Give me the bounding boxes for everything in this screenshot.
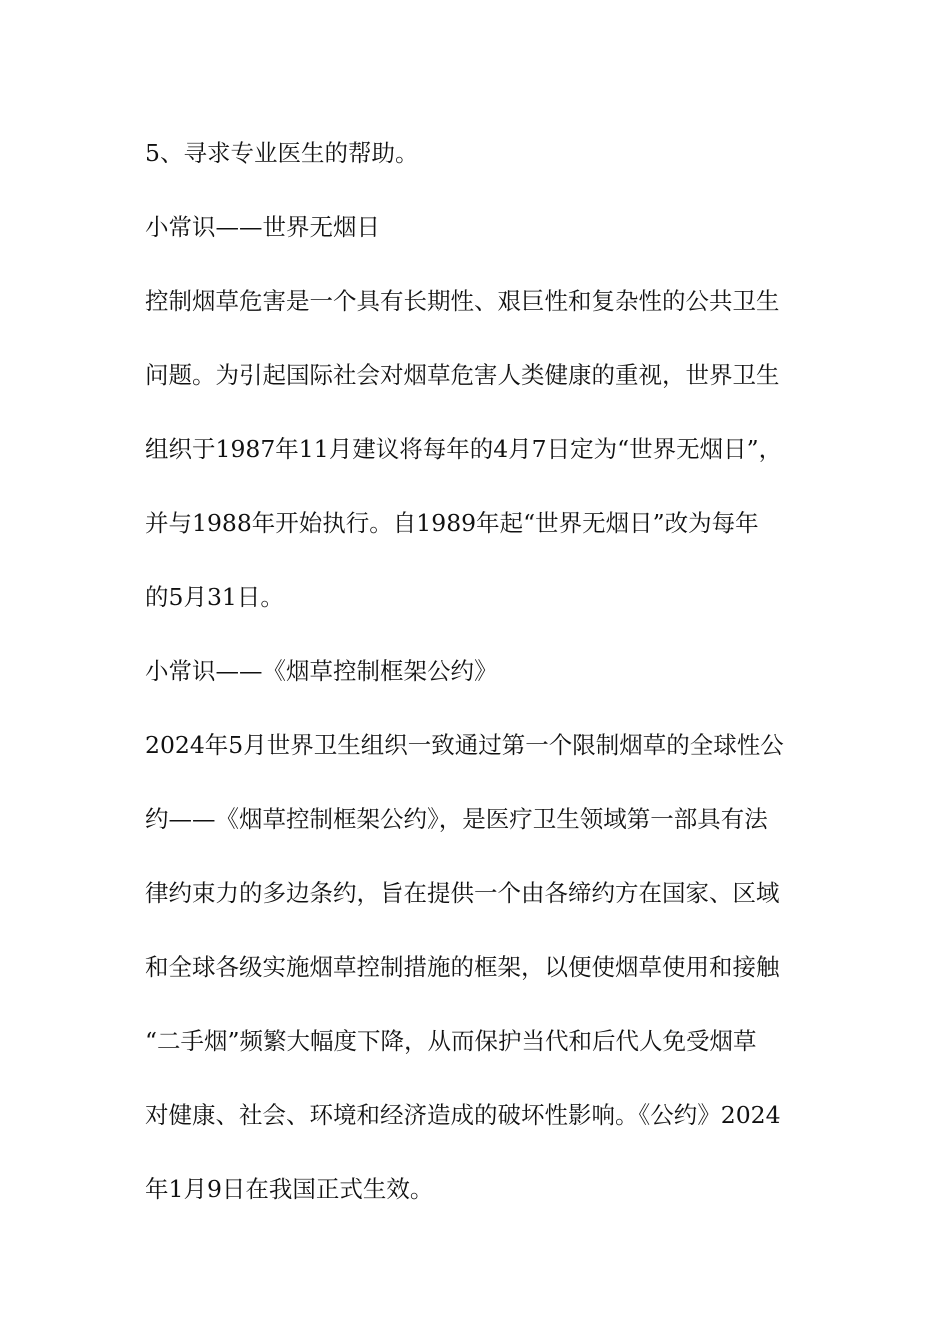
paragraph-line: 2024年5月世界卫生组织一致通过第一个限制烟草的全球性公 (145, 731, 784, 759)
section-heading-framework-convention: 小常识——《烟草控制框架公约》 (145, 657, 498, 685)
section-heading-world-no-tobacco-day: 小常识——世界无烟日 (145, 213, 380, 241)
paragraph-line: 律约束力的多边条约，旨在提供一个由各缔约方在国家、区域 (145, 879, 780, 907)
paragraph-line: 组织于1987年11月建议将每年的4月7日定为“世界无烟日”， (145, 435, 783, 463)
paragraph-line: 问题。为引起国际社会对烟草危害人类健康的重视，世界卫生 (145, 361, 780, 389)
paragraph-line: 的5月31日。 (145, 583, 284, 611)
paragraph-line: “二手烟”频繁大幅度下降，从而保护当代和后代人免受烟草 (145, 1027, 757, 1055)
paragraph-line: 并与1988年开始执行。自1989年起“世界无烟日”改为每年 (145, 509, 759, 537)
paragraph-line: 和全球各级实施烟草控制措施的框架，以便使烟草使用和接触 (145, 953, 780, 981)
paragraph-line: 对健康、社会、环境和经济造成的破坏性影响。《公约》2024 (145, 1101, 781, 1129)
paragraph-line: 约——《烟草控制框架公约》，是医疗卫生领域第一部具有法 (145, 805, 768, 833)
list-item-seek-doctor: 5、寻求专业医生的帮助。 (145, 139, 419, 167)
paragraph-line: 控制烟草危害是一个具有长期性、艰巨性和复杂性的公共卫生 (145, 287, 780, 315)
paragraph-line: 年1月9日在我国正式生效。 (145, 1175, 434, 1203)
